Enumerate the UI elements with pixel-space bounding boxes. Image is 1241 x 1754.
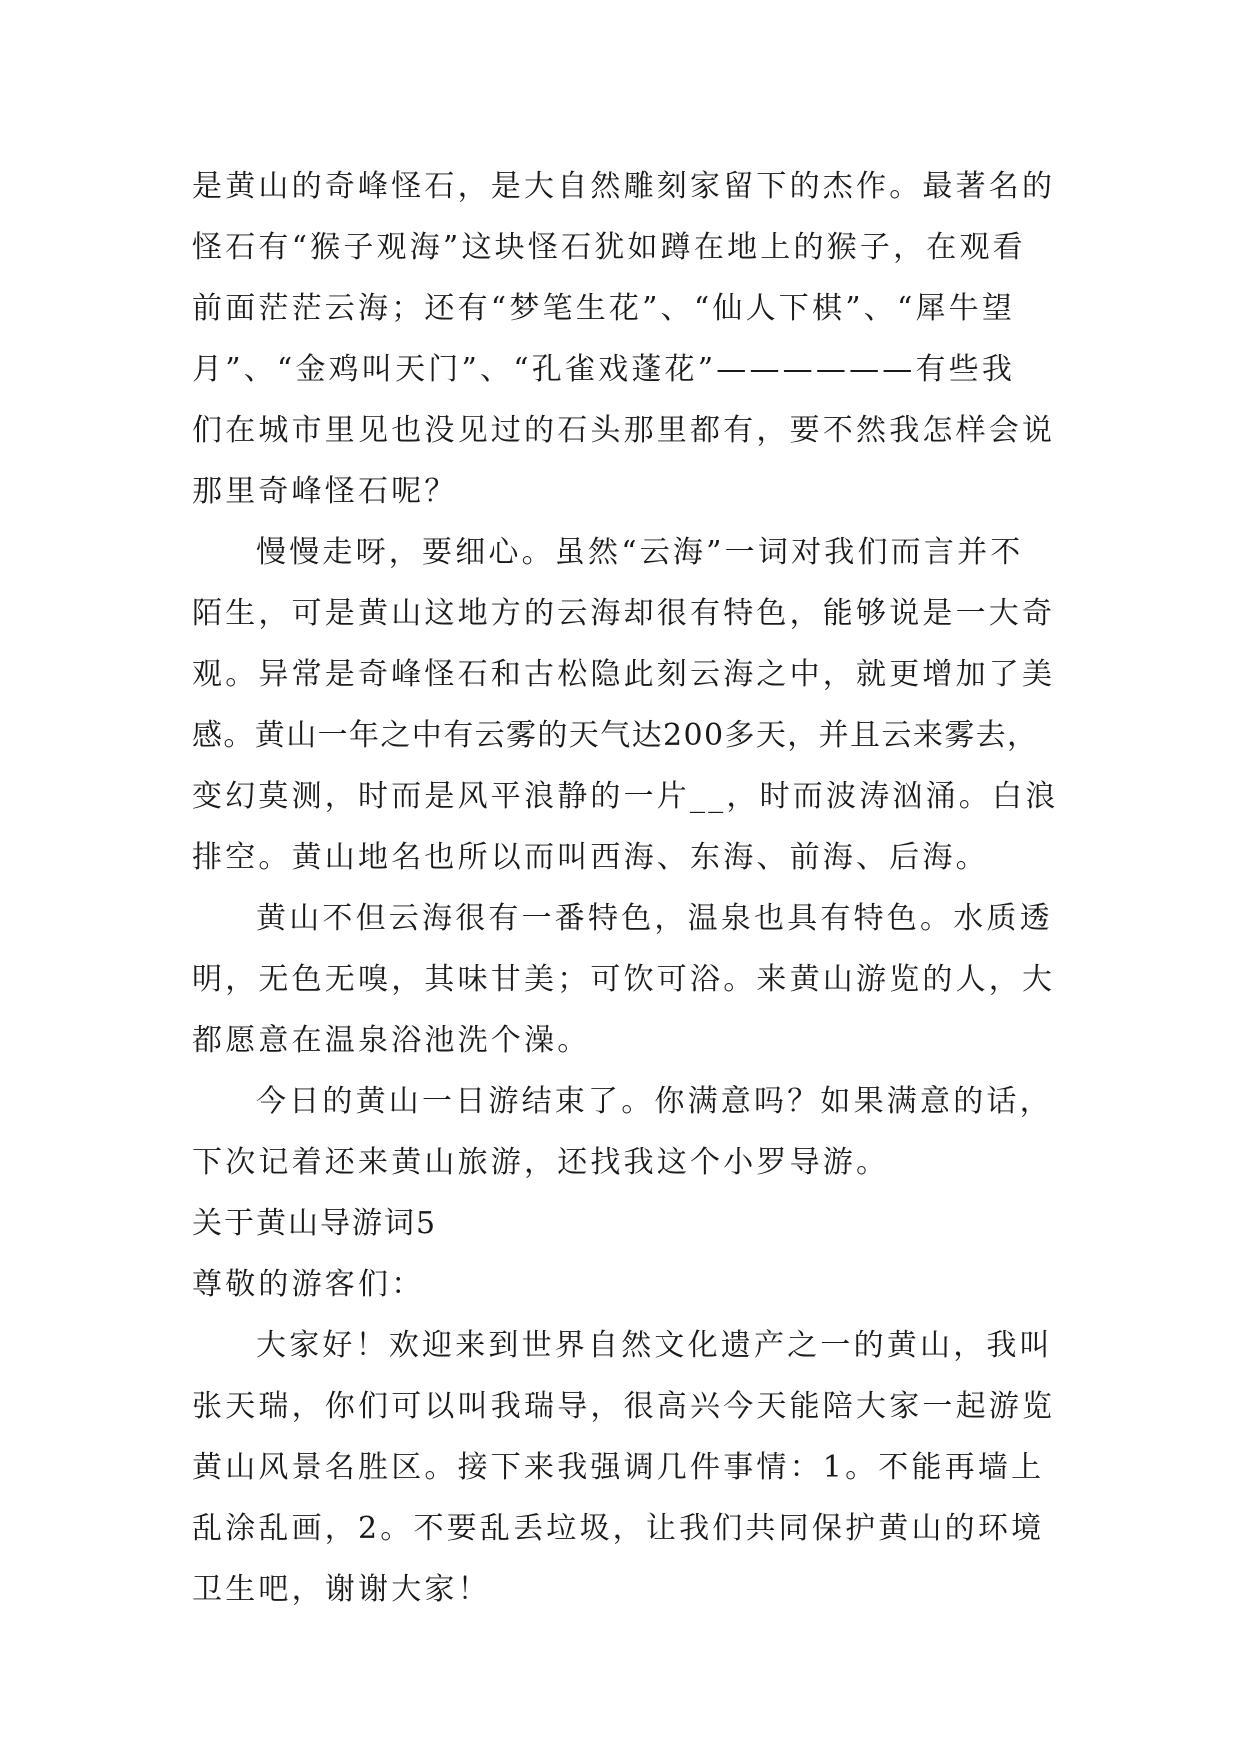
- text-line: 黄山风景名胜区。接下来我强调几件事情：1。不能再墙上: [192, 1450, 1045, 1485]
- text-line: 那里奇峰怪石呢？: [192, 474, 458, 509]
- text-line: 张天瑞，你们可以叫我瑞导，很高兴今天能陪大家一起游览: [192, 1389, 1056, 1424]
- text-line: 感。黄山一年之中有云雾的天气达200多天，并且云来雾去，: [192, 718, 1039, 753]
- salutation: 尊敬的游客们：: [192, 1267, 425, 1302]
- text-line: 变幻莫测，时而是风平浪静的一片__，时而波涛汹涌。白浪: [192, 779, 1059, 814]
- text-line: 卫生吧，谢谢大家！: [192, 1572, 491, 1607]
- document-body: [192, 156, 1072, 1620]
- text-line: 们在城市里见也没见过的石头那里都有，要不然我怎样会说: [192, 413, 1056, 448]
- text-line: 下次记着还来黄山旅游，还找我这个小罗导游。: [192, 1145, 890, 1180]
- section-heading: 关于黄山导游词5: [192, 1206, 438, 1241]
- text-line: 是黄山的奇峰怪石，是大自然雕刻家留下的杰作。最著名的: [192, 169, 1056, 204]
- text-line: 前面茫茫云海；还有“梦笔生花”、“仙人下棋”、“犀牛望: [192, 291, 1016, 326]
- paragraph-first-line: 黄山不但云海很有一番特色，温泉也具有特色。水质透: [256, 901, 1053, 936]
- paragraph-first-line: 慢慢走呀，要细心。虽然“云海”一词对我们而言并不: [256, 535, 1024, 570]
- text-line: 观。异常是奇峰怪石和古松隐此刻云海之中，就更增加了美: [192, 657, 1056, 692]
- text-line: 都愿意在温泉浴池洗个澡。: [192, 1023, 591, 1058]
- text-line: 陌生，可是黄山这地方的云海却很有特色，能够说是一大奇: [192, 596, 1056, 631]
- text-line: 怪石有“猴子观海”这块怪石犹如蹲在地上的猴子，在观看: [192, 230, 1026, 265]
- text-line: 排空。黄山地名也所以而叫西海、东海、前海、后海。: [192, 840, 989, 875]
- paragraph-first-line: 大家好！欢迎来到世界自然文化遗产之一的黄山，我叫: [256, 1328, 1053, 1363]
- text-line: 乱涂乱画，2。不要乱丢垃圾，让我们共同保护黄山的环境: [192, 1511, 1045, 1546]
- paragraph-first-line: 今日的黄山一日游结束了。你满意吗？如果满意的话，: [256, 1084, 1053, 1119]
- text-line: 月”、“金鸡叫天门”、“孔雀戏蓬花”——————有些我: [192, 352, 1016, 387]
- text-line: 明，无色无嗅，其味甘美；可饮可浴。来黄山游览的人，大: [192, 962, 1056, 997]
